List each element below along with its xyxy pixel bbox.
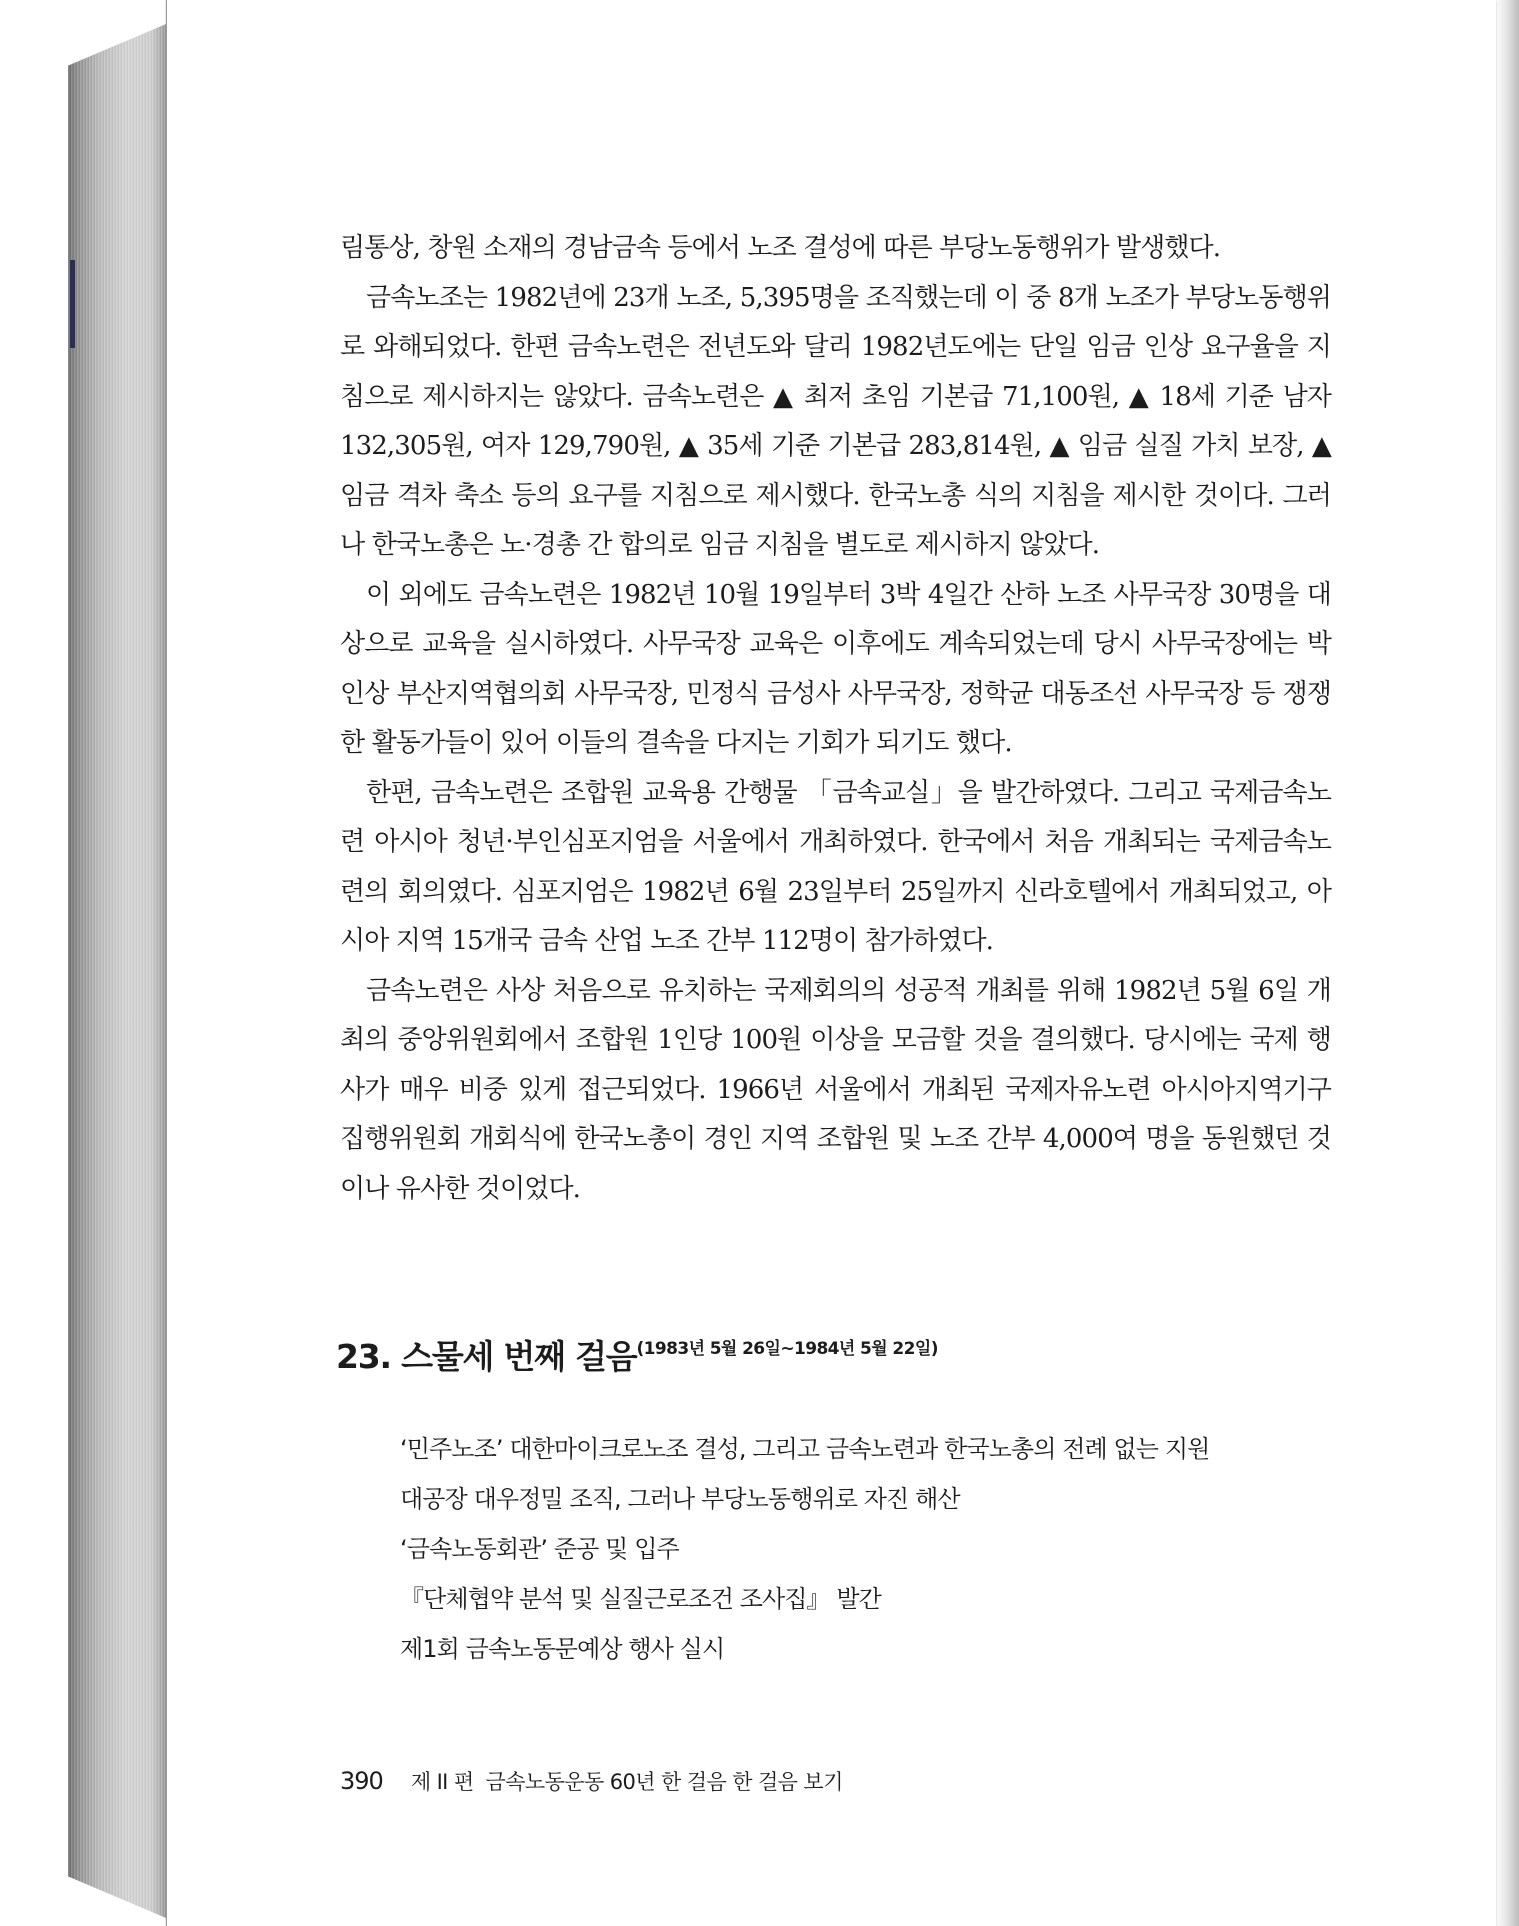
paragraph: 금속노련은 사상 처음으로 유치하는 국제회의의 성공적 개최를 위해 1982년 5월 6일 개최의 중앙위원회에서 조합원 1인당 100원 이상을 모금할 것을 결의했다. 당시에는 국제 행사가 매우 비중 있게 접근되었다. 1966년 서울에서 개최된 국제자유노련 아시아지역기구 집행위원회 개회식에 한국노총이 경인 지역 조합원 및 노조 간부 4,000여 명을 동원했던 것이나 유사한 것이었다. <box>340 975 1331 1204</box>
paragraph: 림통상, 창원 소재의 경남금속 등에서 노조 결성에 따른 부당노동행위가 발생했다. <box>340 233 1221 263</box>
page-footer <box>340 1766 843 1796</box>
paragraph: 이 외에도 금속노련은 1982년 10월 19일부터 3박 4일간 산하 노조 사무국장 30명을 대상으로 교육을 실시하였다. 사무국장 교육은 이후에도 계속되었는데 당시 사무국장에는 박인상 부산지역협의회 사무국장, 민정식 금성사 사무국장, 정학균 대동조선 사무국장 등 쟁쟁한 활동가들이 있어 이들의 결속을 다지는 기회가 되기도 했다. <box>340 579 1331 758</box>
summary-item: 『단체협약 분석 및 실질근로조건 조사집』 발간 <box>400 1585 881 1613</box>
summary-item: 제1회 금속노동문예상 행사 실시 <box>400 1635 725 1663</box>
section-heading <box>336 1331 1316 1378</box>
page-edge-marker <box>70 260 75 348</box>
page-right-shadow <box>1495 0 1519 1926</box>
footer-book-title: 금속노동운동 60년 한 걸음 한 걸음 보기 <box>485 1770 843 1794</box>
body-text <box>340 224 1331 1214</box>
page-number: 390 <box>340 1767 383 1795</box>
summary-item: 대공장 대우정밀 조직, 그러나 부당노동행위로 자진 해산 <box>400 1485 960 1513</box>
summary-item: ‘금속노동회관’ 준공 및 입주 <box>400 1535 679 1563</box>
summary-item: ‘민주노조’ 대한마이크로노조 결성, 그리고 금속노련과 한국노총의 전례 없는 지원 <box>400 1435 1210 1463</box>
paragraph: 금속노조는 1982년에 23개 노조, 5,395명을 조직했는데 이 중 8개 노조가 부당노동행위로 와해되었다. 한편 금속노련은 전년도와 달리 1982년도에는 단일 임금 인상 요구율을 지침으로 제시하지는 않았다. 금속노련은 ▲ 최저 초임 기본급 71,100원, ▲ 18세 기준 남자 132,305원, 여자 129,790원, ▲ 35세 기준 기본급 283,814원, ▲ 임금 실질 가치 보장, ▲ 임금 격차 축소 등의 요구를 지침으로 제시했다. 한국노총 식의 지침을 제시한 것이다. 그러나 한국노총은 노·경총 간 합의로 임금 지침을 별도로 제시하지 않았다. <box>340 282 1331 560</box>
section-summary-list <box>400 1424 1300 1674</box>
footer-part: 제 II 편 <box>410 1770 474 1794</box>
book-page-edge-lines <box>68 24 166 1918</box>
section-title: 23. 스물세 번째 걸음 <box>336 1337 637 1376</box>
paragraph: 한편, 금속노련은 조합원 교육용 간행물 「금속교실」을 발간하였다. 그리고 국제금속노련 아시아 청년·부인심포지엄을 서울에서 개최하였다. 한국에서 처음 개최되는 국제금속노련의 회의였다. 심포지엄은 1982년 6월 23일부터 25일까지 신라호텔에서 개최되었고, 아시아 지역 15개국 금속 산업 노조 간부 112명이 참가하였다. <box>340 777 1331 956</box>
section-date-range: (1983년 5월 26일~1984년 5월 22일) <box>636 1339 938 1359</box>
